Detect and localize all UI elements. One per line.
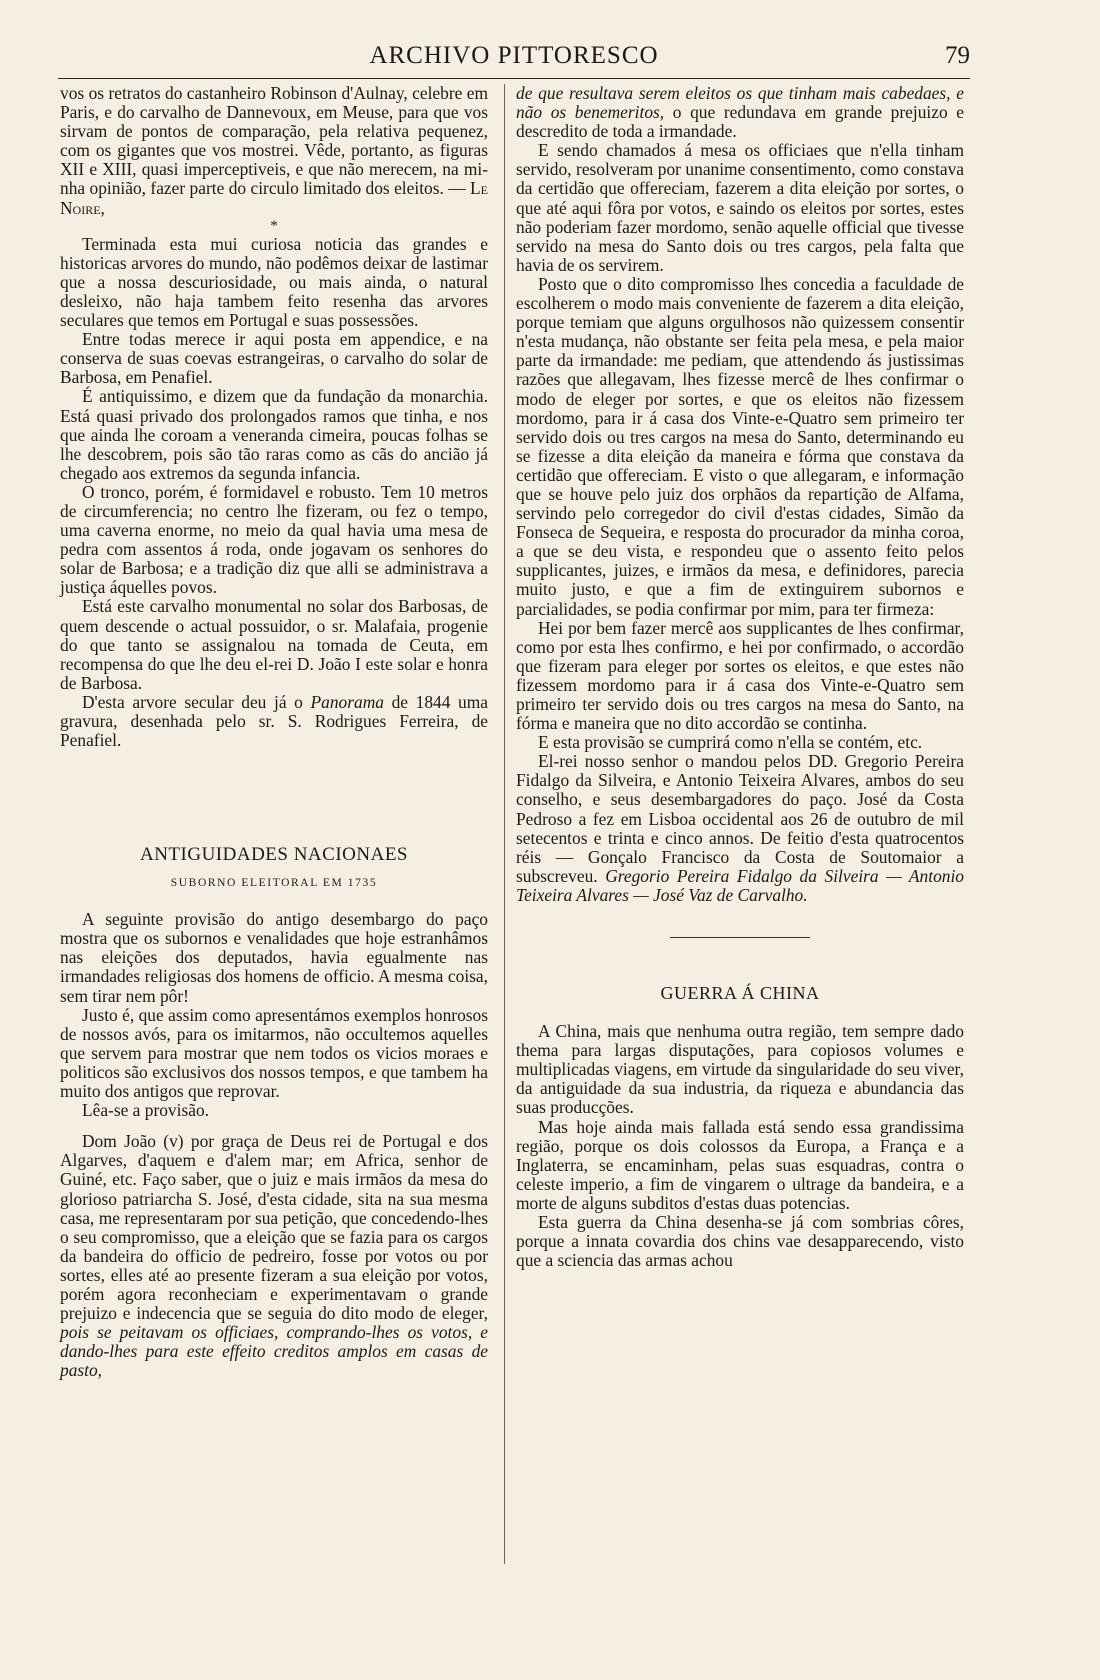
author-signature: Le Noire, xyxy=(60,178,488,218)
paragraph: Entre todas merece ir aqui posta em appendice, e na conserva de suas coevas estrangeiras, o carvalho do solar de Barbosa, em Penafiel. xyxy=(60,329,488,388)
running-title: ARCHIVO PITTORESCO xyxy=(369,42,659,69)
section-separator: * xyxy=(270,217,278,234)
paragraph: Esta guerra da China desenha-se já com sombrias côres, porque a innata covardia dos chins vae desapparecendo, visto que a sciencia das armas achou xyxy=(516,1211,964,1271)
paragraph: D'esta arvore secular deu já o Panorama de 1844 uma gravura, desenhada pelo sr. S. Rodrigues Ferreira, de Penafiel. xyxy=(60,691,488,751)
paragraph: Está este carvalho monumental no solar dos Barbosas, de quem descende o actual possuidor, o sr. Malafaia, progenie do que tanto se assignalou na tomada de Ceuta, em recompensa do que lhe deu el-rei D. João I este solar e honra de Barbosa. xyxy=(60,596,488,693)
page-header xyxy=(58,38,970,79)
paragraph: vos os retratos do castanheiro Robinson d'Aulnay, celebre em Paris, e do carvalho de Dannevoux, em Meuse, para que vos sirvam de pontos de comparação, pela relativa pequenez, com os gigantes que vos mostrei. Vêde, portanto, as figuras XII e XIII, quasi imperceptiveis, e que não merecem, na minha opinião, fazer parte do circulo limitado dos eleitos. — Le Noire, xyxy=(60,83,488,218)
column-divider xyxy=(504,84,505,1564)
paragraph: de que resultava serem eleitos os que tinham mais cabedaes, e não os benemeritos, o que redundava em grande prejuizo e descredito de toda a irmandade. xyxy=(516,83,964,142)
paragraph: E esta provisão se cumprirá como n'ella se contém, etc. xyxy=(538,732,923,753)
paragraph: Posto que o dito compromisso lhes concedia a faculdade de escolherem o modo mais conveniente de fazerem a dita eleição, porque temiam que alguns orgulhosos não quizessem consentir n'esta mudança, não obstante ser feita pela mesa, e pela maior parte da irmandade: me pediam, que attendendo ás justissimas razões que allegavam, lhes fizesse mercê de lhes confirmar o modo de eleger por sortes, e que os eleitos não fizessem mordomo, para ir á casa dos Vinte-e-Quatro sem primeiro ter servido dois ou tres cargos na mesa do Santo, determinando eu se fizesse a dita eleição da maneira e fórma que constava da certidão que offereciam. E visto o que allegaram, e informação que se houve pelo juiz dos orphãos da repartição de Alfama, servindo pelo corregedor do civil d'estas cidades, Simão da Fonseca de Sequeira, e resposta do procurador da minha coroa, a que se deu vista, e respondeu que o assento feito pelos supplicantes, juizes, e irmãos da mesa, e definidores, parecia muito justo, e que a fim de extinguirem subornos e parcialidades, se podia confirmar por mim, para ter firmeza: xyxy=(516,273,964,619)
section-title: ANTIGUIDADES NACIONAES xyxy=(139,844,408,866)
paragraph: Dom João (v) por graça de Deus rei de Portugal e dos Algarves, d'aquem e d'alem mar; em Africa, senhor de Guiné, etc. Faço saber, que o juiz e mais irmãos da mesa do glorioso patriarcha S. José, d'esta cidade, sita na sua mesma casa, me representaram por sua petição, que concedendo-lhes o seu compromisso, que a eleição que se fazia para os cargos da bandeira do officio de pedreiro, fosse por votos ou por sortes, elles até ao presente fizeram a sua eleição por votos, porém agora reconheciam e experimentavam o grande prejuizo e indecencia que se seguia do dito modo de eleger, pois se peitavam os officiaes, comprando-lhes os votos, e dando-lhes para este effeito creditos amplos em casas de pasto, xyxy=(60,1131,488,1381)
paragraph: El-rei nosso senhor o mandou pelos DD. Gregorio Pereira Fidalgo da Silveira, e Antonio Teixeira Alvares, ambos do seu conselho, e seus desembargadores do paço. José da Costa Pedroso a fez em Lisboa occidental aos 26 de outubro de mil setecentos e trinta e cinco annos. De feitio d'esta quatrocentos réis — Gonçalo Francisco da Costa de Soutomaior a subscreveu. Gregorio Pereira Fidalgo da Silveira — Antonio Teixeira Alvares — José Vaz de Carvalho. xyxy=(516,751,964,905)
section-subtitle: SUBORNO ELEITORAL EM 1735 xyxy=(170,877,378,890)
paragraph: Hei por bem fazer mercê aos supplicantes de lhes confirmar, como por esta lhes confirmo, e hei por confirmado, o accordão que fizeram para eleger por sortes os eleitos, e que estes não fizessem mordomo para ir á casa dos Vinte-e-Quatro sem primeiro ter servido dois ou tres cargos na mesa do Santo, na fórma e maneira que no dito accordão se continha. xyxy=(516,617,964,734)
paragraph: E sendo chamados á mesa os officiaes que n'ella tinham servido, resolveram por unanime consentimento, como constava da certidão que offereciam, fazerem a dita eleição por sortes, o que até aqui fôra por votos, e saindo os eleitos por sortes, estes não poderiam fazer mordomo, senão aquelle official que tivesse servido na mesa do Santo dois ou tres cargos, pela falta que havia de os servirem. xyxy=(516,140,964,275)
paragraph: A China, mais que nenhuma outra região, tem sempre dado thema para largas disputações, para copiosos volumes e multiplicadas viagens, em virtude da singularidade do seu viver, da antiguidade da sua industria, da riqueza e abundancia das suas producções. xyxy=(516,1021,964,1118)
section-rule xyxy=(670,937,810,938)
right-column xyxy=(516,84,964,1270)
left-column xyxy=(60,84,488,1380)
section-title: GUERRA Á CHINA xyxy=(660,983,820,1004)
page-number: 79 xyxy=(945,42,970,69)
paragraph: Mas hoje ainda mais fallada está sendo essa grandissima região, porque os dois colossos da Europa, a França e a Inglaterra, se encaminham, pelas suas esquadras, contra o celeste imperio, a fim de vingarem o ultrage da bandeira, e a morte de alguns subditos d'estas duas potencias. xyxy=(516,1116,964,1213)
paragraph: A seguinte provisão do antigo desembargo do paço mostra que os subornos e venalidades que hoje estranhâmos nas eleições dos deputados, havia egualmente nas irmandades religiosas dos homens de officio. A mesma coisa, sem tirar nem pôr! xyxy=(60,909,488,1006)
paragraph: É antiquissimo, e dizem que da fundação da monarchia. Está quasi privado dos prolongados ramos que tinha, e nos que ainda lhe coroam a veneranda cimeira, poucas folhas se lhe descobrem, pois são tão raras como as cãs do ancião já chegado aos extremos da segunda infancia. xyxy=(60,386,488,483)
paragraph: Justo é, que assim como apresentámos exemplos honrosos de nossos avós, para os imitarmos, não occultemos aquelles que servem para mostrar que nem todos os vicios moraes e politicos são exclusivos dos nossos tempos, e que tambem ha muito dos antigos que reprovar. xyxy=(60,1004,488,1102)
paragraph: Terminada esta mui curiosa noticia das grandes e historicas arvores do mundo, não podêmos deixar de lastimar que a nossa descuriosidade, ou mais ainda, o natural desleixo, não haja tambem feito resenha das arvores seculares que temos em Portugal e suas possessões. xyxy=(60,233,488,331)
paragraph: Lêa-se a provisão. xyxy=(82,1100,209,1121)
paragraph: O tronco, porém, é formidavel e robusto. Tem 10 metros de circumferencia; no centro lhe fizeram, ou fez o tempo, uma caverna enorme, no meio da qual havia uma mesa de pedra com assentos á roda, onde jogavam os senhores do solar de Barbosa; e a tradição diz que alli se administrava a justiça áquelles povos. xyxy=(60,481,488,598)
